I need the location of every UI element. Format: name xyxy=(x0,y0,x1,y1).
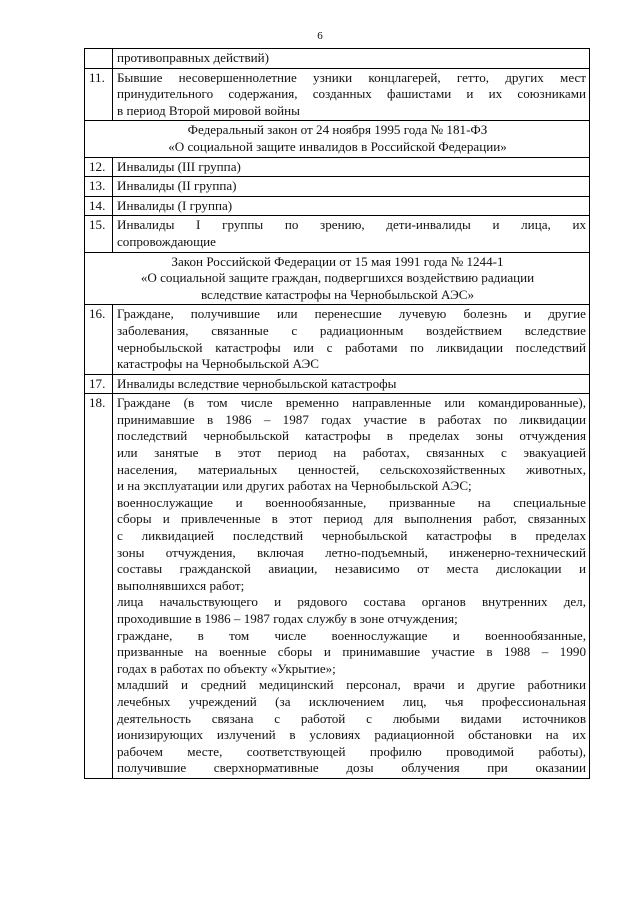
description-line: Инвалиды (III группа) xyxy=(117,158,241,174)
description-line: или занятые в этот период на работах, связанных с эвакуацией xyxy=(117,445,586,461)
row-number: 16. xyxy=(85,305,113,374)
description-line: составы гражданской авиации, независимо от места дислокации и xyxy=(117,561,586,577)
row-number: 15. xyxy=(85,216,113,252)
description-line: призванные на военные сборы и принимавшие участие в 1988 – 1990 xyxy=(117,644,586,660)
description-line: младший и средний медицинский персонал, врачи и другие работники xyxy=(117,677,586,693)
description-line: заболевания, связанные с радиационным воздействием вследствие xyxy=(117,322,586,338)
row-description xyxy=(113,374,590,394)
table-row xyxy=(85,305,590,374)
description-line: Инвалиды (II группа) xyxy=(117,178,237,194)
description-line: населения, материальных ценностей, сельскохозяйственных животных, xyxy=(117,461,586,477)
law-title xyxy=(85,252,590,305)
row-description xyxy=(113,177,590,197)
continuation-text: противоправных действий) xyxy=(113,49,590,69)
description-line: и на эксплуатации или других работах на Чернобыльской АЭС; xyxy=(117,478,472,494)
description-line: ионизирующих излучений в условиях радиационной обстановки на их xyxy=(117,727,586,743)
table-row-continuation xyxy=(85,49,590,69)
description-line: сопровождающие xyxy=(117,233,216,249)
description-line: Бывшие несовершеннолетние узники концлагерей, гетто, других мест xyxy=(117,69,586,85)
description-line: лица начальствующего и рядового состава органов внутренних дел, xyxy=(117,594,586,610)
description-line: годах в работах по объекту «Укрытие»; xyxy=(117,660,336,676)
description-line: зоны отчуждения, включая летно-подъемный, инженерно-технический xyxy=(117,544,586,560)
description-line: выполнявшихся работ; xyxy=(117,577,245,593)
law-title-line: вследствие катастрофы на Чернобыльской АЭС» xyxy=(200,286,475,302)
row-number: 14. xyxy=(85,196,113,216)
law-header-row xyxy=(85,121,590,157)
row-description xyxy=(113,68,590,121)
description-line: Граждане, получившие или перенесшие лучевую болезнь и другие xyxy=(117,306,586,322)
row-description xyxy=(113,216,590,252)
description-line: Инвалиды вследствие чернобыльской катастрофы xyxy=(117,375,397,391)
description-line: лечебных учреждений (за исключением лиц, чья профессиональная xyxy=(117,693,586,709)
law-title-line: «О социальной защите граждан, подвергшихся воздействию радиации xyxy=(140,270,535,286)
row-description xyxy=(113,305,590,374)
description-line: деятельность связана с работой с любыми видами источников xyxy=(117,710,586,726)
description-line: рабочем месте, соответствующей профилю проводимой работы), xyxy=(117,743,586,759)
row-description xyxy=(113,157,590,177)
row-description xyxy=(113,394,590,779)
description-line: катастрофы на Чернобыльской АЭС xyxy=(117,356,319,372)
description-line: Инвалиды (I группа) xyxy=(117,197,233,213)
row-number: 12. xyxy=(85,157,113,177)
description-line: последствий чернобыльской катастрофы в пределах зоны отчуждения xyxy=(117,428,586,444)
row-description xyxy=(113,196,590,216)
table-row xyxy=(85,374,590,394)
description-line: получившие сверхнормативные дозы облучения при оказании xyxy=(117,760,586,776)
table-row xyxy=(85,177,590,197)
table-body xyxy=(85,49,590,779)
description-line: Граждане (в том числе временно направленные или командированные), xyxy=(117,395,586,411)
law-title-line: Закон Российской Федерации от 15 мая 1991 года № 1244-1 xyxy=(171,253,504,269)
description-line: принудительного содержания, созданных фашистами и их союзниками xyxy=(117,86,586,102)
row-number: 11. xyxy=(85,68,113,121)
row-number: 17. xyxy=(85,374,113,394)
row-number: 13. xyxy=(85,177,113,197)
description-line: граждане, в том числе военнослужащие и военнообязанные, xyxy=(117,627,586,643)
table-row xyxy=(85,394,590,779)
law-title-line: «О социальной защите инвалидов в Российской Федерации» xyxy=(168,138,507,154)
law-title xyxy=(85,121,590,157)
description-line: проходившие в 1986 – 1987 годах службу в зоне отчуждения; xyxy=(117,611,458,626)
description-line: военнослужащие и военнообязанные, призванные на специальные xyxy=(117,494,586,510)
law-header-row xyxy=(85,252,590,305)
description-line: сборы и привлеченные в этот период для выполнения работ, связанных xyxy=(117,511,586,527)
law-title-line: Федеральный закон от 24 ноября 1995 года № 181-ФЗ xyxy=(187,122,488,138)
table-row xyxy=(85,68,590,121)
description-line: в период Второй мировой войны xyxy=(117,102,300,118)
page-number: 6 xyxy=(317,30,323,42)
benefits-table xyxy=(84,48,590,779)
table-row xyxy=(85,196,590,216)
row-number-cell xyxy=(85,49,113,69)
description-line: Инвалиды I группы по зрению, дети-инвалиды и лица, их xyxy=(117,217,586,233)
row-number: 18. xyxy=(85,394,113,779)
description-line: принимавшие в 1986 – 1987 годах участие в работах по ликвидации xyxy=(117,411,586,427)
description-line: чернобыльской катастрофы или с работами по ликвидации последствий xyxy=(117,339,586,355)
table-row xyxy=(85,216,590,252)
table-row xyxy=(85,157,590,177)
description-line: с ликвидацией последствий чернобыльской катастрофы в пределах xyxy=(117,528,586,544)
